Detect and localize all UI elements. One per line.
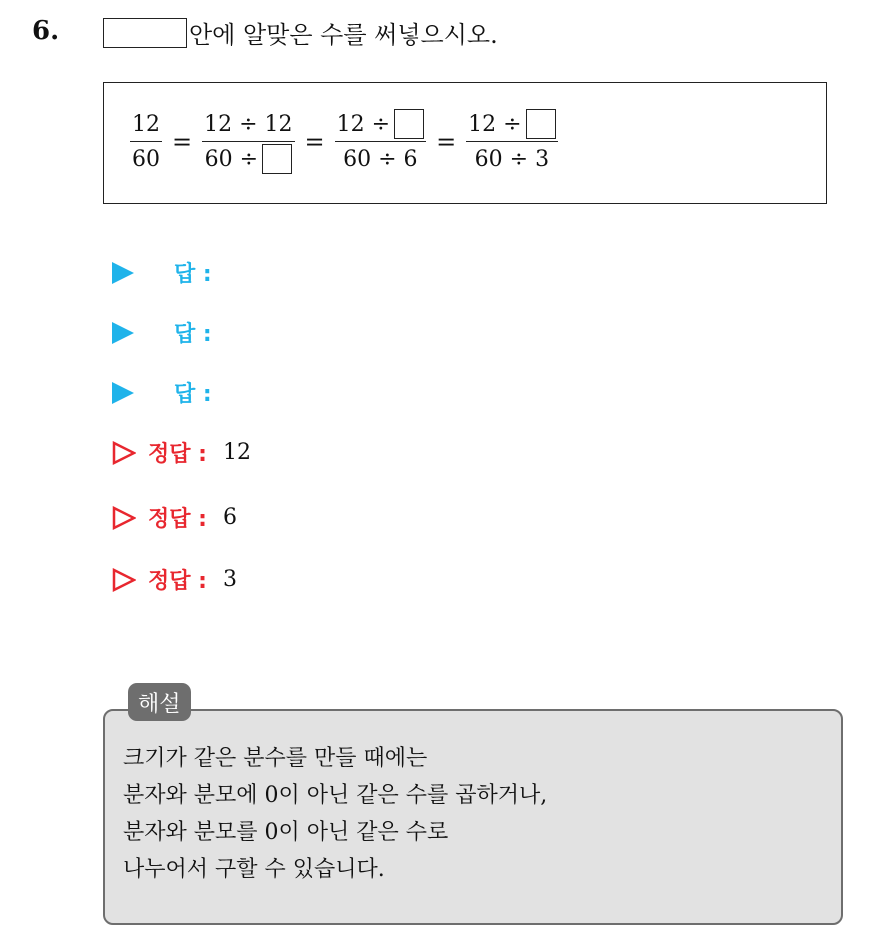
play-icon (112, 262, 134, 284)
correct-value: 3 (222, 567, 237, 592)
correct-label: 정답 : (148, 569, 207, 594)
answer-label: 답 : (174, 382, 212, 407)
explanation-line: 분자와 분모를 0이 아닌 같은 수로 (123, 820, 449, 845)
equation (126, 107, 562, 176)
explanation-line: 분자와 분모에 0이 아닌 같은 수를 곱하거나, (123, 783, 548, 808)
triangle-outline-icon (112, 506, 136, 530)
blank-box[interactable] (103, 18, 187, 48)
correct-row-3 (112, 564, 237, 595)
question-instruction: 안에 알맞은 수를 써넣으시오. (189, 21, 498, 49)
play-icon (112, 322, 134, 344)
answer-box-3[interactable] (526, 109, 556, 139)
fraction-4: $\frac{12 \div}{60 \div 3}$ (466, 107, 557, 176)
correct-row-1 (112, 437, 251, 468)
equals-sign: = (436, 127, 457, 156)
question-line (103, 15, 498, 50)
question-number: 6. (32, 16, 60, 46)
play-icon (112, 382, 134, 404)
correct-value: 6 (222, 505, 237, 530)
equation-box (103, 82, 827, 204)
answer-row-3 (112, 377, 212, 408)
answer-label: 답 : (174, 262, 212, 287)
triangle-outline-icon (112, 568, 136, 592)
equals-sign: = (172, 127, 193, 156)
fraction-1: $\frac{12}{60}$ (132, 111, 160, 172)
equals-sign: = (304, 127, 325, 156)
answer-label: 답 : (174, 322, 212, 347)
answer-box-2[interactable] (394, 109, 424, 139)
fraction-2: $\frac{12 \div 12}{60 \div}$ (202, 107, 294, 176)
triangle-outline-icon (112, 441, 136, 465)
answer-box-1[interactable] (262, 144, 292, 174)
answer-row-1 (112, 257, 212, 288)
fraction-3: $\frac{12 \div}{60 \div 6}$ (335, 107, 426, 176)
explanation-line: 크기가 같은 분수를 만들 때에는 (123, 746, 428, 771)
answer-row-2 (112, 317, 212, 348)
explanation-line: 나누어서 구할 수 있습니다. (123, 857, 385, 882)
explanation-text (123, 740, 547, 888)
explanation-title: 해설 (128, 683, 191, 721)
correct-value: 12 (222, 440, 251, 465)
correct-label: 정답 : (148, 442, 207, 467)
correct-row-2 (112, 502, 237, 533)
correct-label: 정답 : (148, 507, 207, 532)
